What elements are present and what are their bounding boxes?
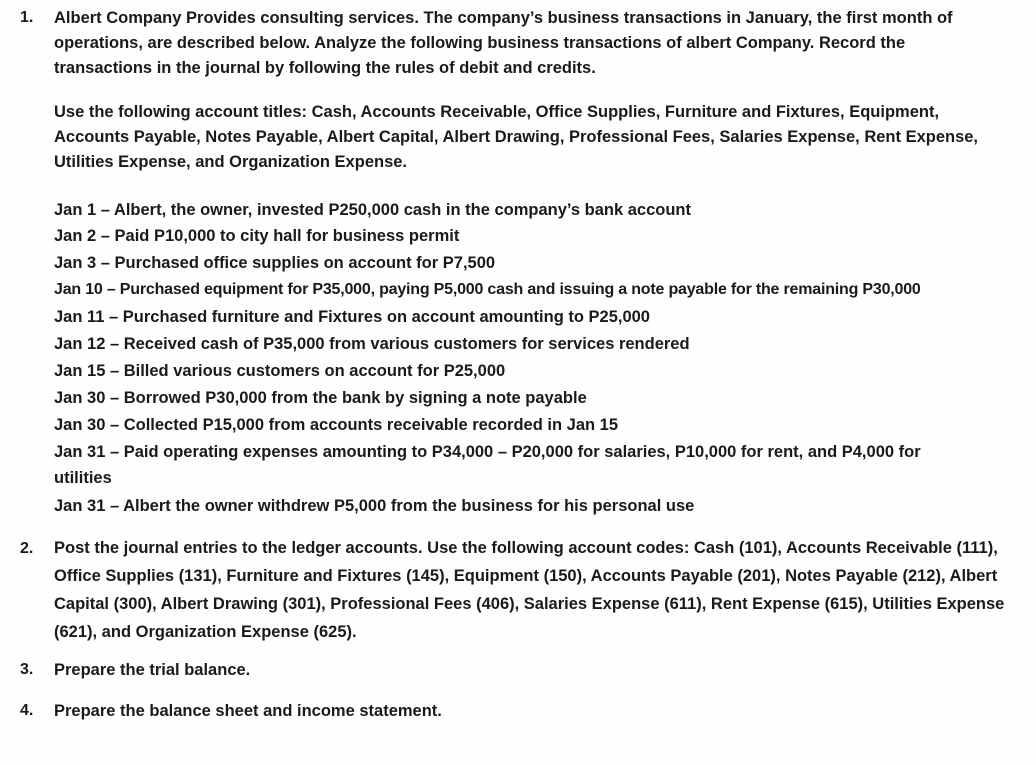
transaction-item: Jan 12 – Received cash of P35,000 from various customers for services rendered — [54, 335, 690, 353]
account-titles-note: Use the following account titles: Cash, Accounts Receivable, Office Supplies, Furniture and Fixtures, Equipment, Accounts Payable, Notes Payable, Albert Capital, Albert Drawing, Professional Fees, Salaries Expense, Rent Expense, Utilities Expense, and Organization Expense. — [54, 103, 979, 171]
transaction-item: Jan 10 – Purchased equipment for P35,000, paying P5,000 cash and issuing a note payable for the remaining P30,000 — [54, 281, 921, 298]
transaction-item: Jan 11 – Purchased furniture and Fixtures on account amounting to P25,000 — [54, 308, 650, 326]
transaction-item: Jan 15 – Billed various customers on account for P25,000 — [54, 362, 506, 380]
transaction-item: Jan 3 – Purchased office supplies on account for P7,500 — [54, 254, 496, 272]
transaction-item: Jan 30 – Collected P15,000 from accounts receivable recorded in Jan 15 — [54, 416, 619, 434]
transaction-item: Jan 1 – Albert, the owner, invested P250,000 cash in the company’s bank account — [54, 201, 692, 219]
transaction-item: Jan 31 – Paid operating expenses amounting to P34,000 – P20,000 for salaries, P10,000 for rent, and P4,000 for utilities — [54, 443, 921, 487]
problem-text: Post the journal entries to the ledger accounts. Use the following account codes: Cash (101), Accounts Receivable (111), Office Supplies (131), Furniture and Fixtures (145), Equipment (150), Accounts Payable (201), Notes Payable (212), Albert Capital (300), Albert Drawing (301), Professional Fees (406), Salaries Expense (611), Rent Expense (615), Utilities Expense (621), and Organization Expense (625). — [54, 539, 1005, 641]
transaction-item: Jan 30 – Borrowed P30,000 from the bank by signing a note payable — [54, 389, 587, 407]
problem-text: Prepare the balance sheet and income statement. — [54, 702, 442, 720]
transaction-item: Jan 31 – Albert the owner withdrew P5,000 from the business for his personal use — [54, 497, 695, 515]
problem-intro: Albert Company Provides consulting services. The company’s business transactions in January, the first month of operations, are described below. Analyze the following business transactions of albert Company. Record the transactions in the journal by following the rules of debit and credits. — [54, 9, 953, 77]
problem-number: 2. — [20, 540, 34, 557]
problem-number: 3. — [20, 661, 34, 678]
problem-text: Prepare the trial balance. — [54, 661, 251, 679]
transaction-item: Jan 2 – Paid P10,000 to city hall for business permit — [54, 227, 460, 245]
problem-number: 1. — [20, 9, 34, 26]
problem-number: 4. — [20, 702, 34, 719]
